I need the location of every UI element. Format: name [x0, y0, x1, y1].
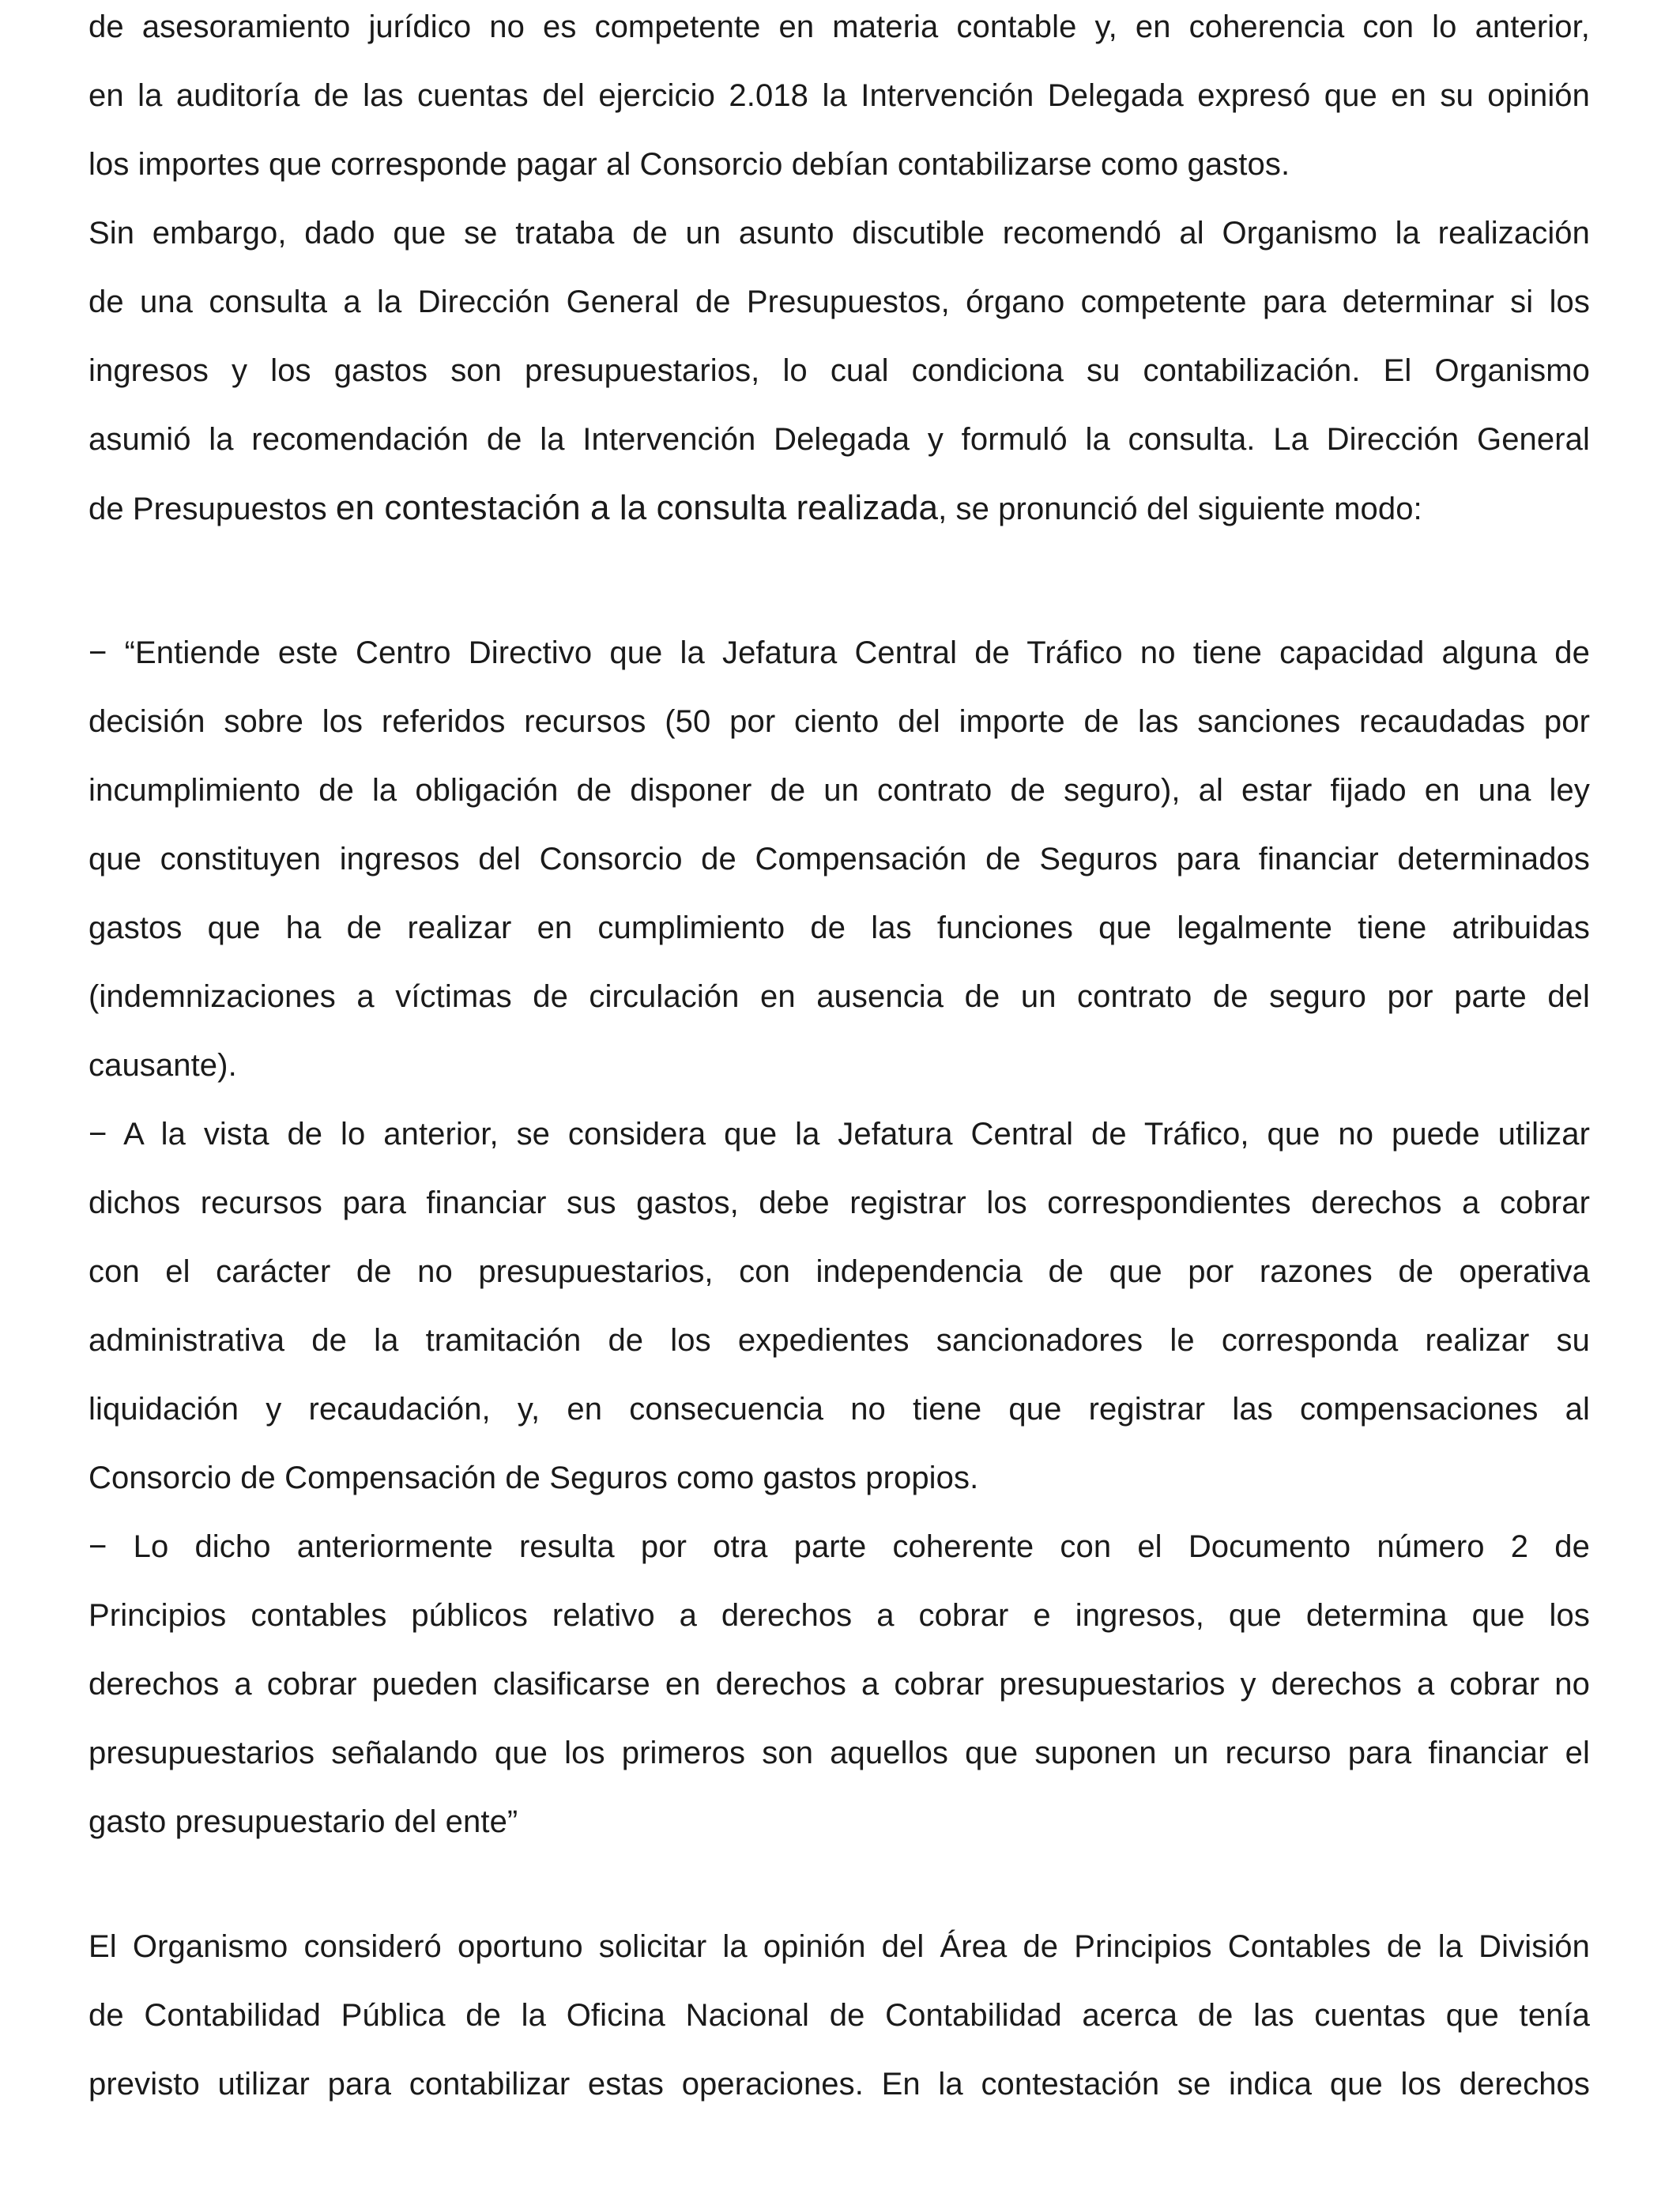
quote-line: Principios contables públicos relativo a derechos a cobrar e ingresos, que determina que los — [89, 1598, 1590, 1633]
text-line: de Contabilidad Pública de la Oficina Nacional de Contabilidad acerca de las cuentas que tenía — [89, 1998, 1590, 2033]
quote-line: con el carácter de no presupuestarios, con independencia de que por razones de operativa — [89, 1254, 1590, 1289]
quote-line: decisión sobre los referidos recursos (50 por ciento del importe de las sanciones recaudadas por — [89, 704, 1590, 739]
quote-line: − A la vista de lo anterior, se considera que la Jefatura Central de Tráfico, que no puede utilizar — [89, 1117, 1590, 1152]
quote-line: incumplimiento de la obligación de disponer de un contrato de seguro), al estar fijado en una ley — [89, 773, 1590, 808]
text-segment: de Presupuestos — [89, 492, 336, 526]
quote-line: dichos recursos para financiar sus gastos, debe registrar los correspondientes derechos a cobrar — [89, 1186, 1590, 1220]
text-line: de asesoramiento jurídico no es competente en materia contable y, en coherencia con lo anterior, — [89, 9, 1590, 44]
text-line-mixed — [89, 486, 1590, 533]
quote-line: (indemnizaciones a víctimas de circulación en ausencia de un contrato de seguro por parte del — [89, 979, 1590, 1014]
quote-line: liquidación y recaudación, y, en consecuencia no tiene que registrar las compensaciones al — [89, 1392, 1590, 1427]
quote-line: derechos a cobrar pueden clasificarse en derechos a cobrar presupuestarios y derechos a cobrar no — [89, 1667, 1590, 1702]
quote-line: presupuestarios señalando que los primeros son aquellos que suponen un recurso para financiar el — [89, 1736, 1590, 1770]
text-segment: , se pronunció del siguiente modo: — [938, 492, 1422, 526]
quote-line: Consorcio de Compensación de Seguros como gastos propios. — [89, 1461, 979, 1495]
quote-line: administrativa de la tramitación de los expedientes sancionadores le corresponda realizar su — [89, 1323, 1590, 1358]
text-line: previsto utilizar para contabilizar estas operaciones. En la contestación se indica que los derechos — [89, 2067, 1590, 2102]
text-line: los importes que corresponde pagar al Consorcio debían contabilizarse como gastos. — [89, 147, 1290, 182]
text-line: El Organismo consideró oportuno solicitar la opinión del Área de Principios Contables de la División — [89, 1929, 1590, 1964]
quote-line: gastos que ha de realizar en cumplimiento de las funciones que legalmente tiene atribuidas — [89, 910, 1590, 945]
text-line: asumió la recomendación de la Intervención Delegada y formuló la consulta. La Dirección General — [89, 422, 1590, 457]
emphasized-segment: en contestación a la consulta realizada — [335, 488, 939, 527]
text-line: Sin embargo, dado que se trataba de un asunto discutible recomendó al Organismo la realización — [89, 216, 1590, 251]
quote-line: causante). — [89, 1048, 237, 1083]
text-line: de una consulta a la Dirección General de Presupuestos, órgano competente para determinar si los — [89, 285, 1590, 319]
quote-line: que constituyen ingresos del Consorcio de Compensación de Seguros para financiar determinados — [89, 842, 1590, 876]
text-line: en la auditoría de las cuentas del ejercicio 2.018 la Intervención Delegada expresó que en su opinión — [89, 78, 1590, 113]
quote-line: gasto presupuestario del ente” — [89, 1804, 518, 1839]
text-line: ingresos y los gastos son presupuestarios, lo cual condiciona su contabilización. El Organismo — [89, 353, 1590, 388]
quote-line: − Lo dicho anteriormente resulta por otra parte coherente con el Documento número 2 de — [89, 1529, 1590, 1564]
quote-line: − “Entiende este Centro Directivo que la Jefatura Central de Tráfico no tiene capacidad alguna de — [89, 635, 1590, 670]
